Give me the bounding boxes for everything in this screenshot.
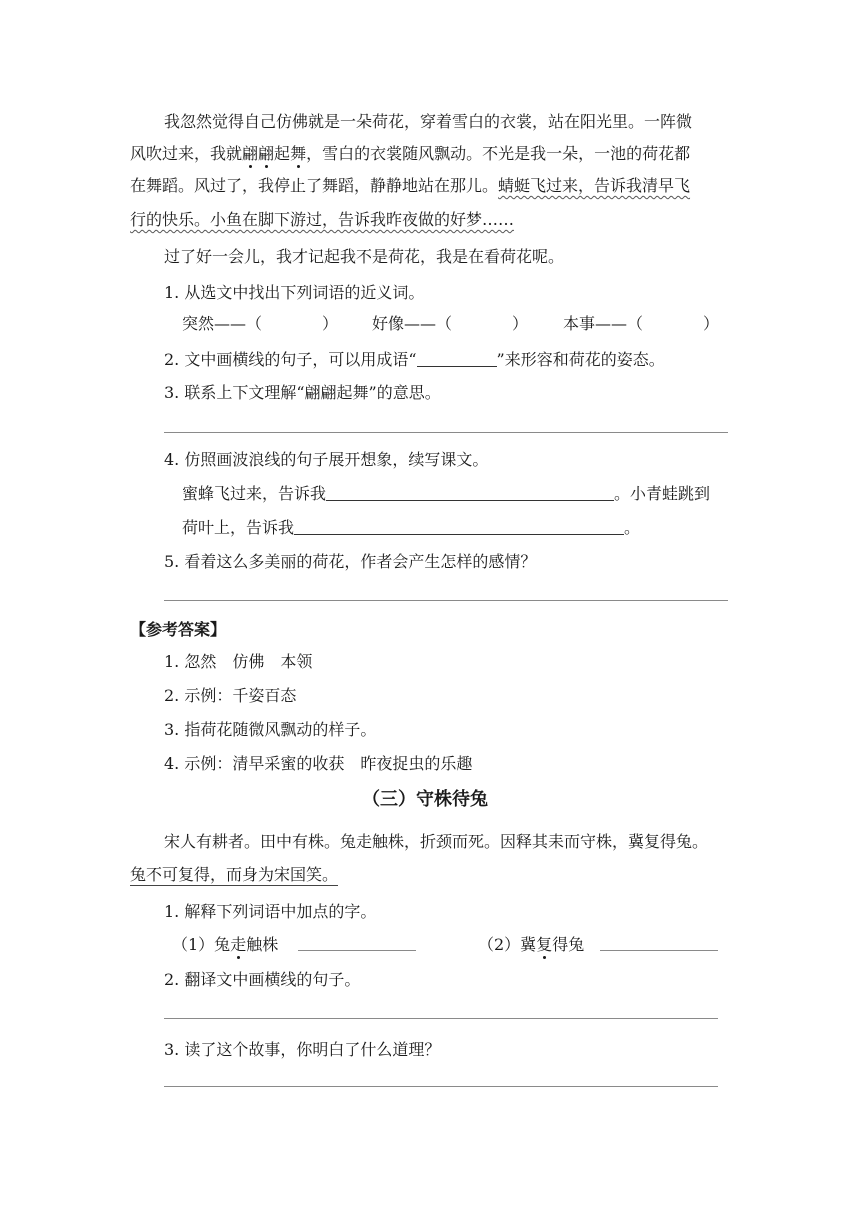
answer-blank[interactable] bbox=[294, 518, 624, 535]
passage-line-1: 我忽然觉得自己仿佛就是一朵荷花，穿着雪白的衣裳，站在阳光里。一阵微 bbox=[164, 112, 693, 131]
q1-item-label: 本事——（ bbox=[563, 314, 644, 333]
question-2 bbox=[164, 350, 665, 370]
q1-item-text: 得兔 bbox=[552, 935, 585, 954]
q4-text: 。小青蛙跳到 bbox=[614, 484, 711, 503]
q4-text: 蜜蜂飞过来，告诉我 bbox=[182, 484, 327, 503]
section3-question-3: 3. 读了这个故事，你明白了什么道理？ bbox=[164, 1040, 441, 1059]
answer-line[interactable] bbox=[600, 950, 718, 951]
passage-line-4 bbox=[130, 210, 514, 230]
passage-text: 起 bbox=[274, 144, 291, 163]
answer-1: 1. 忽然 仿佛 本领 bbox=[164, 652, 313, 671]
answers-heading: 【参考答案】 bbox=[130, 620, 227, 639]
question-5: 5. 看着这么多美丽的荷花，作者会产生怎样的感情？ bbox=[164, 552, 537, 571]
q2-text: 2. 文中画横线的句子，可以用成语“ bbox=[164, 350, 417, 369]
question-1-title: 1. 从选文中找出下列词语的近义词。 bbox=[164, 283, 425, 302]
passage-text: ，雪白的衣裳随风飘动。不光是我一朵，一池的荷花都 bbox=[306, 144, 691, 163]
answer-line[interactable] bbox=[164, 600, 728, 601]
answer-4: 4. 示例：清早采蜜的收获 昨夜捉虫的乐趣 bbox=[164, 754, 473, 773]
section3-q1-item-1 bbox=[172, 935, 278, 955]
answer-line[interactable] bbox=[298, 950, 416, 951]
q1-item-1 bbox=[182, 314, 338, 334]
answer-line[interactable] bbox=[164, 432, 728, 433]
answer-blank[interactable] bbox=[326, 484, 614, 501]
q4-line-2 bbox=[182, 518, 640, 538]
answer-3: 3. 指荷花随微风飘动的样子。 bbox=[164, 720, 377, 739]
wavy-underlined-sentence: 蜻蜓飞过来，告诉我清早飞 bbox=[498, 176, 691, 195]
question-4-title: 4. 仿照画波浪线的句子展开想象，续写课文。 bbox=[164, 450, 489, 469]
close-paren: ） bbox=[703, 314, 720, 333]
close-paren: ） bbox=[322, 314, 339, 333]
passage-text: 风吹过来，我就 bbox=[130, 144, 243, 163]
underlined-sentence: 兔不可复得，而身为宋国笑。 bbox=[130, 865, 339, 884]
question-3: 3. 联系上下文理解“翩翩起舞”的意思。 bbox=[164, 383, 441, 402]
passage-line-2 bbox=[130, 144, 690, 164]
q1-item-3 bbox=[563, 314, 719, 334]
section3-q1-item-2 bbox=[478, 935, 584, 955]
answer-line[interactable] bbox=[164, 1086, 718, 1087]
passage-line-3 bbox=[130, 176, 690, 196]
q2-text: ”来形容和荷花的姿态。 bbox=[496, 350, 665, 369]
close-paren: ） bbox=[512, 314, 529, 333]
q1-item-text: （1）兔 bbox=[172, 935, 231, 954]
q1-item-2 bbox=[372, 314, 528, 334]
section-title: （三）守株待兔 bbox=[362, 789, 488, 810]
passage-line-5: 过了好一会儿，我才记起我不是荷花，我是在看荷花呢。 bbox=[164, 247, 565, 266]
answer-2: 2. 示例：千姿百态 bbox=[164, 686, 297, 705]
q1-item-text: 触株 bbox=[246, 935, 279, 954]
q1-item-label: 好像——（ bbox=[372, 314, 453, 333]
emphasis-char: 复 bbox=[536, 935, 553, 954]
wavy-underlined-sentence: 行的快乐。小鱼在脚下游过，告诉我昨夜做的好梦…… bbox=[130, 210, 515, 229]
section3-question-2: 2. 翻译文中画横线的句子。 bbox=[164, 970, 361, 989]
emphasis-char: 走 bbox=[230, 935, 247, 954]
emphasis-char: 舞 bbox=[290, 144, 307, 163]
section3-question-1: 1. 解释下列词语中加点的字。 bbox=[164, 902, 377, 921]
q4-text: 荷叶上，告诉我 bbox=[182, 518, 295, 537]
emphasis-char: 翩 bbox=[258, 144, 275, 163]
q4-line-1 bbox=[182, 484, 710, 504]
q1-item-label: 突然——（ bbox=[182, 314, 263, 333]
answer-blank[interactable] bbox=[417, 350, 497, 367]
q4-text: 。 bbox=[624, 518, 641, 537]
passage-text: 在舞蹈。风过了，我停止了舞蹈，静静地站在那儿。 bbox=[130, 176, 499, 195]
section3-text-line-1: 宋人有耕者。田中有株。兔走触株，折颈而死。因释其耒而守株，冀复得兔。 bbox=[164, 832, 709, 851]
emphasis-char: 翩 bbox=[242, 144, 259, 163]
section3-text-line-2 bbox=[130, 865, 338, 885]
answer-line[interactable] bbox=[164, 1018, 718, 1019]
q1-item-text: （2）冀 bbox=[478, 935, 537, 954]
